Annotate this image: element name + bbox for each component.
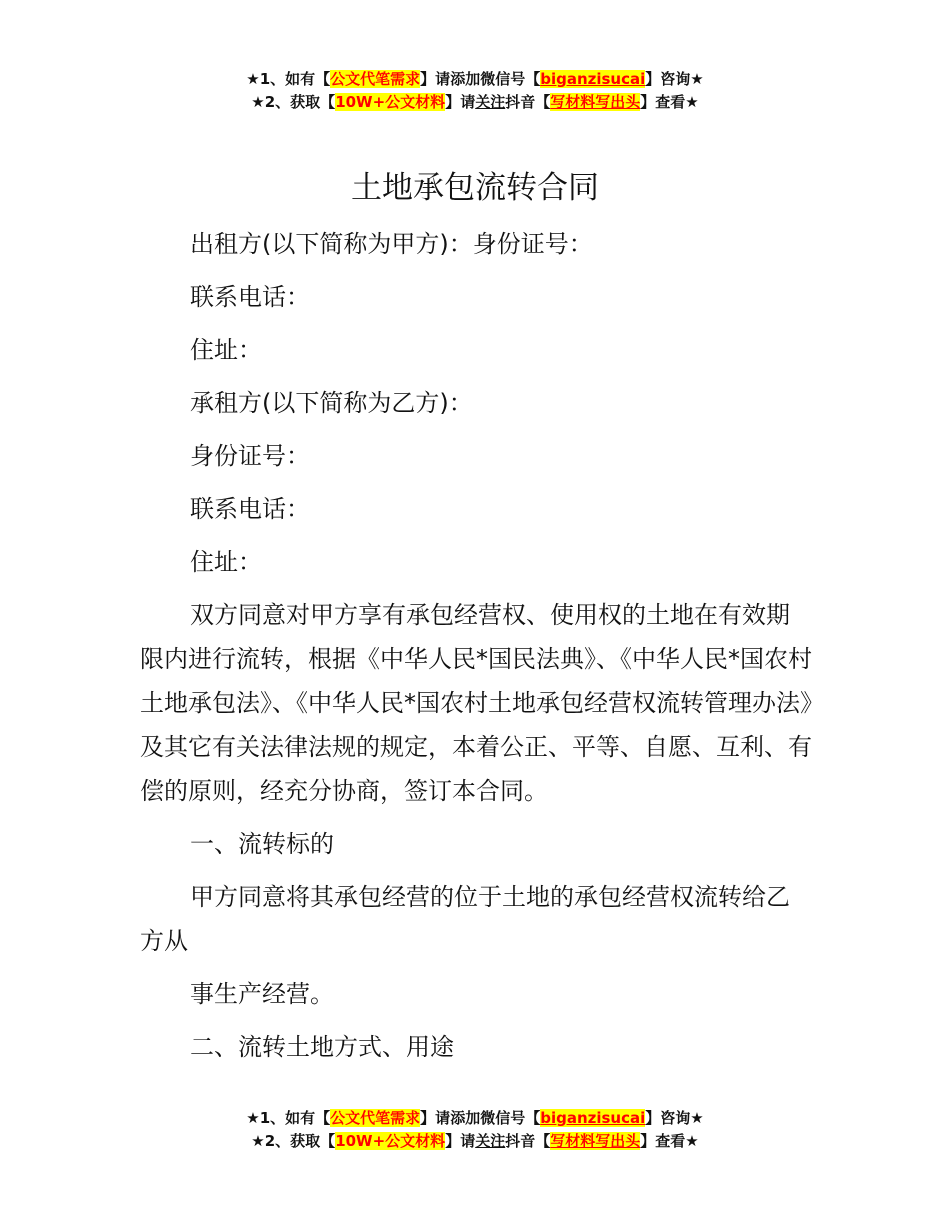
banner-line-2 xyxy=(0,91,950,114)
banner-text: 抖音【 xyxy=(505,1132,551,1150)
banner-emphasis: 关注 xyxy=(475,1132,506,1150)
banner-emphasis: 添加 xyxy=(450,70,481,88)
banner-text: 】咨询★ xyxy=(645,70,704,88)
banner-line-2 xyxy=(0,1130,950,1153)
banner-text: 微信号【 xyxy=(480,1109,541,1127)
banner-text: ★1、如有【 xyxy=(246,70,331,88)
paragraph: 承租方(以下简称为乙方)： xyxy=(190,389,473,417)
paragraph: 身份证号： xyxy=(190,442,310,470)
banner-highlight: 10W+公文材料 xyxy=(335,1132,446,1150)
banner-highlight: 公文代笔需求 xyxy=(330,70,421,88)
banner-text: 微信号【 xyxy=(480,70,541,88)
paragraph: 住址： xyxy=(190,548,262,576)
banner-emphasis: 关注 xyxy=(475,93,506,111)
document-title: 土地承包流转合同 xyxy=(351,170,599,206)
banner-text: ★1、如有【 xyxy=(246,1109,331,1127)
banner-emphasis: 添加 xyxy=(450,1109,481,1127)
banner-text: 抖音【 xyxy=(505,93,551,111)
banner-text: 】请 xyxy=(445,93,476,111)
banner-text: 】请 xyxy=(445,1132,476,1150)
paragraph: 甲方同意将其承包经营的位于土地的承包经营权流转给乙方从 xyxy=(140,883,790,955)
paragraph: 联系电话： xyxy=(190,283,310,311)
banner-text: 】咨询★ xyxy=(645,1109,704,1127)
paragraph: 出租方(以下简称为甲方)：身份证号： xyxy=(190,230,593,258)
banner-wechat-id: biganzisucai xyxy=(540,70,646,88)
paragraph: 联系电话： xyxy=(190,495,310,523)
document-body xyxy=(140,222,812,1078)
banner-text: ★2、获取【 xyxy=(251,1132,336,1150)
banner-text: 】请 xyxy=(420,1109,451,1127)
banner-line-1 xyxy=(0,1107,950,1130)
header-banner xyxy=(0,68,950,114)
footer-banner xyxy=(0,1107,950,1153)
banner-text: 】查看★ xyxy=(640,1132,699,1150)
banner-highlight: 10W+公文材料 xyxy=(335,93,446,111)
banner-text: ★2、获取【 xyxy=(251,93,336,111)
banner-line-1 xyxy=(0,68,950,91)
paragraph: 二、流转土地方式、用途 xyxy=(190,1033,454,1061)
banner-highlight: 公文代笔需求 xyxy=(330,1109,421,1127)
banner-text: 】查看★ xyxy=(640,93,699,111)
banner-douyin-id: 写材料写出头 xyxy=(550,93,641,111)
banner-douyin-id: 写材料写出头 xyxy=(550,1132,641,1150)
banner-text: 】请 xyxy=(420,70,451,88)
banner-wechat-id: biganzisucai xyxy=(540,1109,646,1127)
paragraph: 一、流转标的 xyxy=(190,830,334,858)
paragraph: 住址： xyxy=(190,336,262,364)
paragraph: 事生产经营。 xyxy=(190,980,334,1008)
paragraph: 双方同意对甲方享有承包经营权、使用权的土地在有效期限内进行流转，根据《中华人民*国民法典》、《中华人民*国农村土地承包法》、《中华人民*国农村土地承包经营权流转管理办法》及其它有关法律法规的规定，本着公正、平等、自愿、互利、有偿的原则，经充分协商，签订本合同。 xyxy=(140,601,812,805)
